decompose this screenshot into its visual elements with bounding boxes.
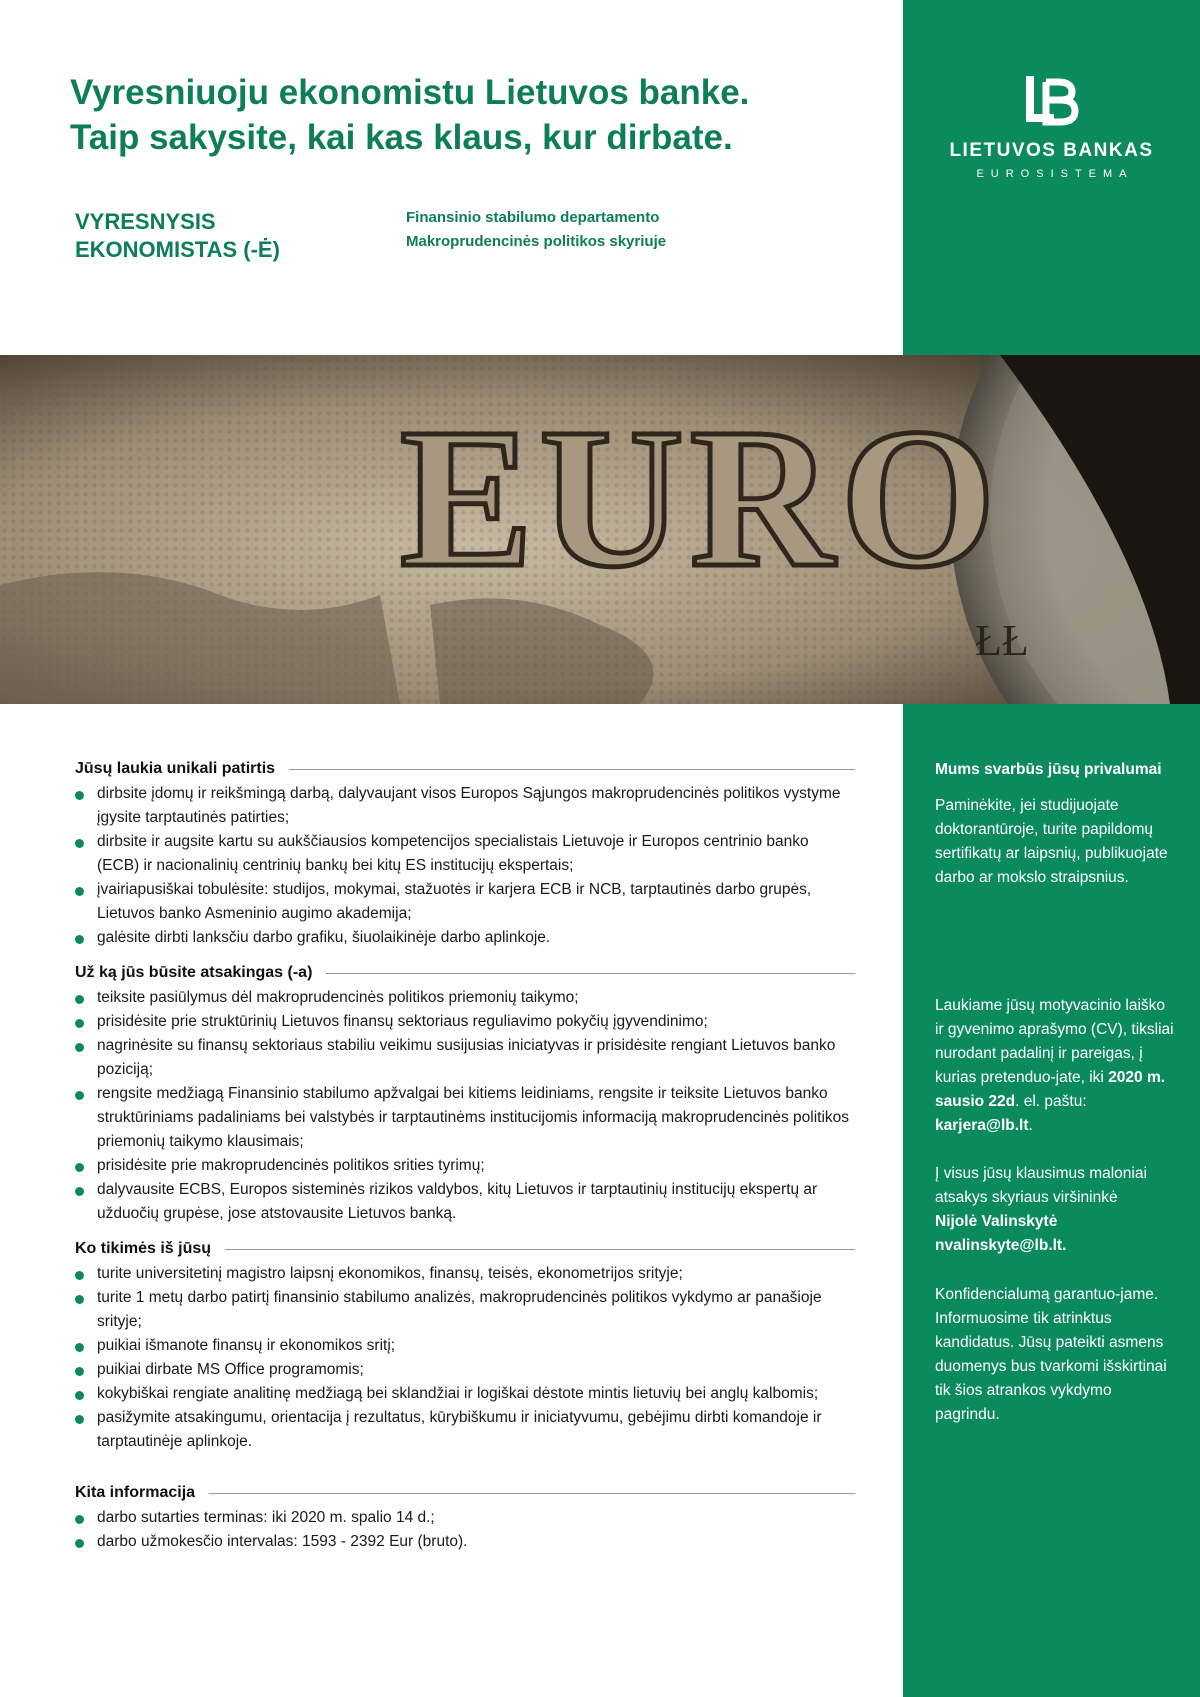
advantages-text: Paminėkite, jei studijuojate doktorantūroje, turite papildomų sertifikatų ar laipsnių, publikuojate darbo ar mokslo straipsnius. [935,797,1168,886]
department [406,206,666,254]
list-item: turite 1 metų darbo patirtį finansinio stabilumo analizės, makroprudencinės politikos vykdymo ar panašioje srityje; [75,1286,855,1334]
sidebar-advantages [935,758,1175,890]
list-item: turite universitetinį magistro laipsnį ekonomikos, finansų, teisės, ekonometrijos srityje; [75,1262,855,1286]
list-item: darbo sutarties terminas: iki 2020 m. spalio 14 d.; [75,1506,855,1530]
list-item: dirbsite ir augsite kartu su aukščiausios kompetencijos specialistais Lietuvoje ir Europos centrinio banko (ECB) ir nacionalinių centrinių bankų bei kitų ES institucijų ekspertais; [75,830,855,878]
contact-name: Nijolė Valinskytė [935,1213,1058,1230]
sidebar-privacy [935,1283,1175,1427]
contact-text: Į visus jūsų klausimus maloniai atsakys skyriaus viršininkė [935,1165,1147,1206]
list-item: pasižymite atsakingumu, orientacija į rezultatus, kūrybiškumu ir iniciatyvumu, gebėjimu dirbti komandoje ir tarptautinėje aplinkoje. [75,1406,855,1454]
lb-monogram-icon [1024,72,1080,130]
logo-name: LIETUVOS BANKAS [949,140,1154,161]
position-title [75,208,375,264]
apply-email-link[interactable]: karjera@lb.lt [935,1117,1029,1134]
apply-text-mid: . el. paštu: [1015,1093,1087,1110]
section-title: Ko tikimės iš jūsų [75,1240,212,1257]
banner-mint-mark: ŁŁ [975,616,1029,665]
headline-line-1: Vyresniuoju ekonomistu Lietuvos banke. [70,73,750,112]
department-line-1: Finansinio stabilumo departamento [406,209,660,226]
apply-text-end: . [1028,1117,1033,1134]
list-item: dirbsite įdomų ir reikšmingą darbą, dalyvaujant visos Europos Sąjungos makroprudencinės politikos vystyme įgysite tarptautinės patirties; [75,782,855,830]
list-item: teiksite pasiūlymus dėl makroprudencinės politikos priemonių taikymo; [75,986,855,1010]
euro-coin-image [0,355,1200,704]
privacy-text: Konfidencialumą garantuo-jame. Informuosime tik atrinktus kandidatus. Jūsų pateikti asmens duomenys bus tvarkomi išskirtinai tik šios atrankos vykdymo pagrindu. [935,1286,1167,1423]
section-other-info [75,1484,855,1554]
section-divider [209,1493,855,1494]
sidebar-apply [935,994,1175,1138]
headline [70,70,890,160]
apply-text: Laukiame jūsų motyvacinio laiško ir gyvenimo aprašymo (CV), tiksliai nurodant padalinį ir pareigas, į kurias pretenduo-jate, iki [935,997,1174,1086]
section-experience [75,760,855,950]
section-title: Jūsų laukia unikali patirtis [75,760,276,777]
section-divider [289,769,855,770]
list-item: prisidėsite prie makroprudencinės politikos srities tyrimų; [75,1154,855,1178]
sidebar-contact [935,1162,1175,1258]
banner-euro-text: EURO [400,388,1002,609]
section-responsibilities [75,964,855,1226]
list-item: rengsite medžiagą Finansinio stabilumo apžvalgai bei kitiems leidiniams, rengsite ir teiksite Lietuvos banko struktūriniams padaliniams bei valstybės ir tarptautinėms institucijomis informaciją makroprudencinės politikos priemonių taikymo klausimais; [75,1082,855,1154]
list-item: darbo užmokesčio intervalas: 1593 - 2392 Eur (bruto). [75,1530,855,1554]
list-item: puikiai išmanote finansų ir ekonomikos sritį; [75,1334,855,1358]
position-line-1: VYRESNYSIS [75,209,216,234]
apply-deadline: 2020 m. sausio 22d [935,1069,1166,1110]
headline-line-2: Taip sakysite, kai kas klaus, kur dirbate. [70,118,733,157]
list-item: dalyvausite ECBS, Europos sisteminės rizikos valdybos, kitų Lietuvos ir tarptautinių institucijų ekspertų ar užduočių grupėse, jose atstovausite Lietuvos banką. [75,1178,855,1226]
main-content [75,760,855,1568]
list-item: prisidėsite prie struktūrinių Lietuvos finansų sektoriaus reguliavimo pokyčių įgyvendinimo; [75,1010,855,1034]
list-item: galėsite dirbti lanksčiu darbo grafiku, šiuolaikinėje darbo aplinkoje. [75,926,855,950]
logo-subtitle: EUROSISTEMA [976,168,1134,180]
section-title: Kita informacija [75,1484,196,1501]
section-requirements [75,1240,855,1454]
department-line-2: Makroprudencinės politikos skyriuje [406,233,667,250]
list-item: įvairiapusiškai tobulėsite: studijos, mokymai, stažuotės ir karjera ECB ir NCB, tarptautinės darbo grupės, Lietuvos banko Asmeninio augimo akademija; [75,878,855,926]
logo [903,72,1200,180]
section-title: Už ką jūs būsite atsakingas (-a) [75,964,313,981]
advantages-title: Mums svarbūs jūsų privalumai [935,761,1162,778]
section-divider [225,1249,855,1250]
list-item: kokybiškai rengiate analitinę medžiagą bei sklandžiai ir logiškai dėstote mintis lietuvių bei anglų kalbomis; [75,1382,855,1406]
contact-email-link[interactable]: nvalinskyte@lb.lt. [935,1237,1067,1254]
euro-coin-banner [0,355,1200,704]
list-item: nagrinėsite su finansų sektoriaus stabiliu veikimu susijusias iniciatyvas ir prisidėsite rengiant Lietuvos banko poziciją; [75,1034,855,1082]
list-item: puikiai dirbate MS Office programomis; [75,1358,855,1382]
position-line-2: EKONOMISTAS (-Ė) [75,237,280,262]
section-divider [326,973,855,974]
